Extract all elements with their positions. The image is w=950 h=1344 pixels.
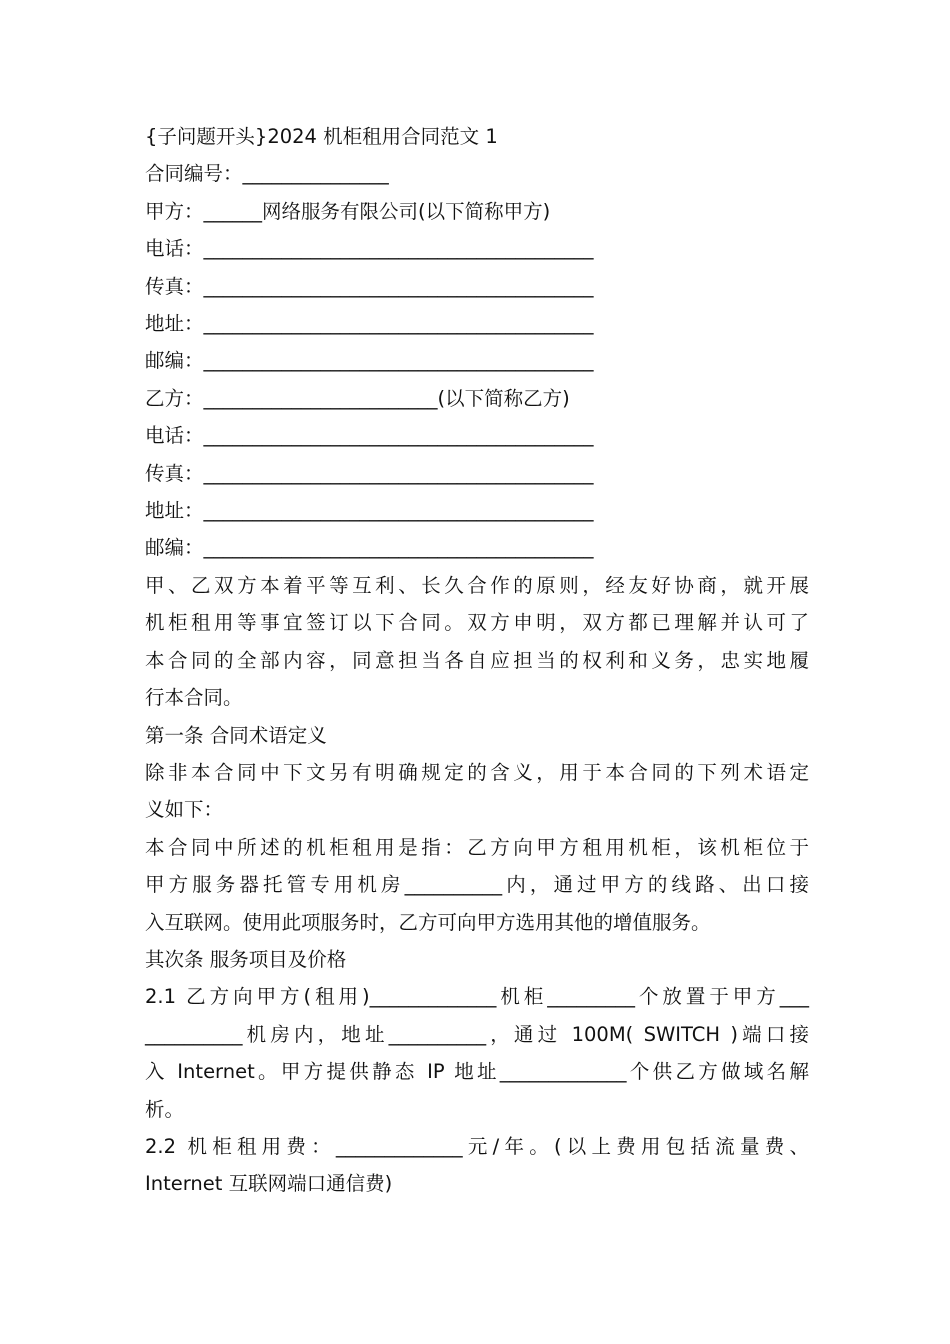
- preamble-line: 本合同的全部内容，同意担当各自应担当的权利和义务，忠实地履: [145, 648, 809, 672]
- party-b-postcode: 邮编：________________________________________: [145, 536, 594, 560]
- preamble-line: 甲、乙双方本着平等互利、长久合作的原则，经友好协商，就开展: [145, 573, 809, 597]
- party-a-phone: 电话：________________________________________: [145, 237, 594, 261]
- preamble-line: 行本合同。: [145, 686, 243, 710]
- article-1-definition: [145, 829, 825, 941]
- article-1-intro-line: 义如下：: [145, 798, 224, 822]
- clause-2-1: [145, 978, 825, 1128]
- clause-2-2-line: 2.2 机柜租用费：_____________元/年。(以上费用包括流量费、: [145, 1134, 809, 1158]
- party-a-name: 甲方：______网络服务有限公司(以下简称甲方): [145, 199, 551, 223]
- article-1-definition-line: 入互联网。使用此项服务时，乙方可向甲方选用其他的增值服务。: [145, 910, 711, 934]
- party-a-address: 地址：________________________________________: [145, 312, 594, 336]
- party-b-phone: 电话：________________________________________: [145, 424, 594, 448]
- article-1-intro-line: 除非本合同中下文另有明确规定的含义，用于本合同的下列术语定: [145, 760, 809, 784]
- party-b-fax: 传真：________________________________________: [145, 461, 594, 485]
- document-title: {子问题开头}2024 机柜租用合同范文 1: [145, 125, 498, 148]
- preamble-line: 机柜租用等事宜签订以下合同。双方申明，双方都已理解并认可了: [145, 611, 809, 635]
- party-a-postcode: 邮编：________________________________________: [145, 349, 594, 373]
- party-b-address: 地址：________________________________________: [145, 499, 594, 523]
- article-1-definition-line: 甲方服务器托管专用机房__________内，通过甲方的线路、出口接: [145, 873, 809, 897]
- party-b-name: 乙方：________________________(以下简称乙方): [145, 386, 570, 410]
- article-2-heading: 其次条 服务项目及价格: [145, 947, 347, 971]
- preamble-paragraph: [145, 567, 825, 717]
- document-body: [145, 118, 825, 1203]
- contract-number-field: 合同编号：_______________: [145, 162, 389, 186]
- article-1-intro: [145, 754, 825, 829]
- article-1-heading: 第一条 合同术语定义: [145, 723, 327, 747]
- clause-2-1-line: 2.1 乙方向甲方(租用)_____________机柜_________个放置于甲方___: [145, 985, 809, 1009]
- clause-2-1-line: 入 Internet。甲方提供静态 IP 地址_____________个供乙方做域名解: [145, 1060, 809, 1084]
- clause-2-2: [145, 1128, 825, 1203]
- clause-2-1-line: 析。: [145, 1097, 185, 1121]
- party-a-fax: 传真：________________________________________: [145, 274, 594, 298]
- article-1-definition-line: 本合同中所述的机柜租用是指：乙方向甲方租用机柜，该机柜位于: [145, 835, 809, 859]
- clause-2-2-line: Internet 互联网端口通信费): [145, 1172, 393, 1196]
- clause-2-1-line: __________机房内，地址__________，通过 100M( SWITCH )端口接: [145, 1022, 809, 1046]
